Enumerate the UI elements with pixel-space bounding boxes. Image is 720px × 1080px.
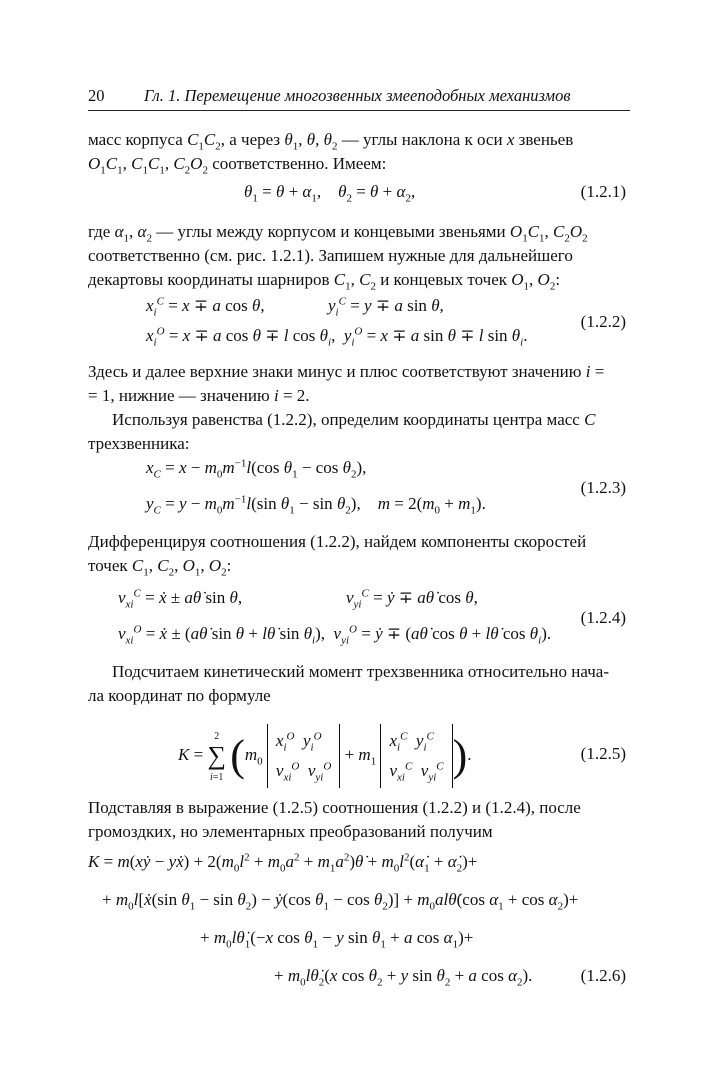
equation-number: (1.2.2) xyxy=(580,312,626,331)
running-title: Гл. 1. Перемещение многозвенных змееподобных механизмов xyxy=(144,86,571,105)
equation-1-2-4: $v_{xi}^C$ = ẋ ± aθ̇ sin θ, $v_{yi}^C$ = ẏ ∓ aθ̇ cos θ, $v_{xi}^O$ = ẋ ± (aθ̇ sin θ + lθ̇ $\sin \theta_i$), $v_{yi}^O$ = ẏ ∓ (aθ̇ cos θ + lθ̇ $\cos \theta_i$). (1.2.4) xyxy=(118,587,626,647)
paragraph-6: Подсчитаем кинетический момент трехзвенника относительно нача- ла координат по формуле xyxy=(88,662,609,705)
paragraph-3: Здесь и далее верхние знаки минус и плюс соответствуют значению i = = 1, нижние — значению i = 2. Используя равенства (1.2.2), определим координаты центра масс C трехзвенника: xyxy=(88,360,630,456)
paragraph-2: где $\alpha_1$, $\alpha_2$ — углы между корпусом и концевыми звеньями $O_1C_1$, $C_2O_2$ соответственно (см. рис. 1.2.1). Запишем нужные для дальнейшего декартовы координаты шарниров $C_1$, $C_2$ и концевых точек $O_1$, $O_2$: xyxy=(88,222,588,293)
equation-1-2-3: $x_C = x - m_0m^{-1}l(\cos$ $\theta_1 - \cos \theta_2$), $y_C = y - m_0m^{-1}l(\sin$ $\theta_1 - \sin \theta_2$), $m = 2(m_0 + m_1)$. (1.2.3) xyxy=(146,457,626,517)
equation-number: (1.2.4) xyxy=(580,608,626,627)
equation-number: (1.2.5) xyxy=(580,744,626,763)
equation-1-2-2: $x_i^C = x \mp a$ cos θ, $y_i^C = y \mp a$ sin θ, $x_i^O = x \mp a$ cos θ ∓ l $\cos \theta_i$, $y_i^O = x \mp a$ sin θ ∓ l $\sin \theta_i$. (1.2.2) xyxy=(146,295,626,349)
running-header xyxy=(88,84,630,111)
paragraph-5: Дифференцируя соотношения (1.2.2), найдем компоненты скоростей точек $C_1$, $C_2$, $O_1$, $O_2$: xyxy=(88,532,587,579)
page-number: 20 xyxy=(88,86,105,105)
equation-number: (1.2.6) xyxy=(580,966,626,985)
equation-number: (1.2.3) xyxy=(580,478,626,497)
equation-1-2-5: K = 2 ∑ i=1 ($m_0$ $x_i^O$ $y_i^O$ $v_{xi}^O$ $v_{yi}^O + m_1$ $x_i^C$ $y_i^C$ $v_{xi}^C$ $v_{yi}^C$ ). (1.2.5) xyxy=(88,716,630,786)
paragraph-7: Подставляя в выражение (1.2.5) соотношения (1.2.2) и (1.2.4), после громоздких, но элементарных преобразований получим xyxy=(88,798,581,841)
paragraph-1: масс корпуса $C_1C_2$, а через $\theta_1$, θ, $\theta_2$ — углы наклона к оси x звеньев $O_1C_1$, $C_1C_1$, $C_2O_2$ соответственно. Имеем: xyxy=(88,130,574,177)
equation-number: (1.2.1) xyxy=(580,182,626,201)
equation-1-2-6: K = m(xẏ − yẋ) + $2(m_0l^2 + m_0a^2$ + $m_1a^2)\thetȧ$ + $m_0l^2(\alphȧ_1$ + $\alphȧ_2)+$ + $m_0l[ẋ(\sin$ $\theta_1 - \sin \theta_2$) − ẏ(cos $\theta_1 - \cos \theta_2$)] + $m_0al\thetȧ(\cos$ $\alpha_1 + \cos \alpha_2)+$ + $m_0l\thetȧ_1(-x$ $\cos \theta_1 - y$ $\sin \theta_1 + a$ $\cos \alpha_1)+$ + $m_0l\thetȧ_2(x$ $\cos \theta_2 + y$ $\sin \theta_2 + a$ $\cos \alpha_2$). (1.2.6) xyxy=(88,851,626,989)
paragraph-4: Используя равенства (1.2.2), определим координаты центра масс C xyxy=(112,410,596,429)
